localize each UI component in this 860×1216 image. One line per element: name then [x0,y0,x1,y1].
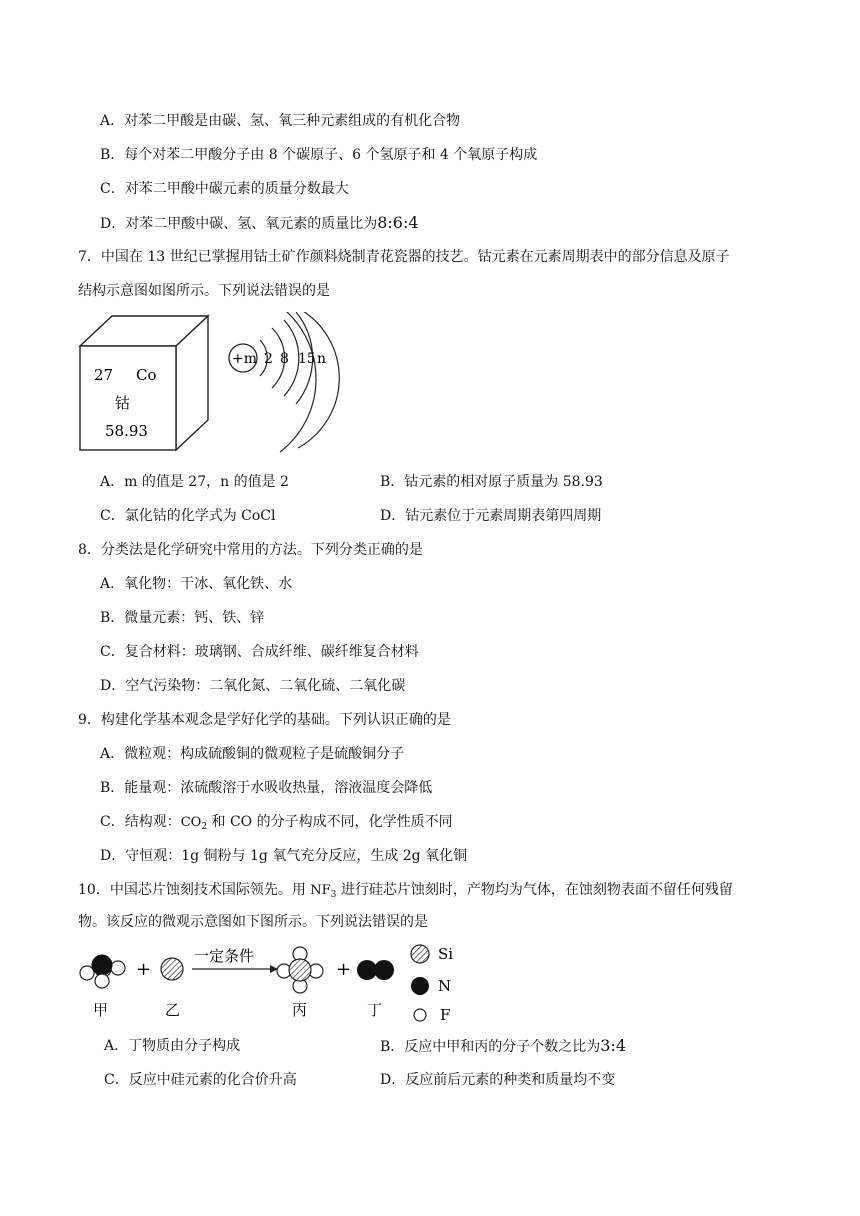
atomic-number: 27 [94,366,114,384]
element-symbol: Co [136,366,157,384]
q8-option-d: D．空气污染物：二氧化氮、二氧化硫、二氧化碳 [100,678,406,694]
q9-option-a: A．微粒观：构成硫酸铜的微观粒子是硫酸铜分子 [100,746,405,762]
q9-stem: 9．构建化学基本观念是学好化学的基础。下列认识正确的是 [78,712,451,728]
nf3-formula: NF [310,883,331,898]
q10-option-b-text: B．反应中甲和丙的分子个数之比为 [380,1039,601,1055]
nf3-subscript: 3 [330,890,337,900]
atomic-mass: 58.93 [105,422,148,440]
q10-option-a: A．丁物质由分子构成 [104,1038,241,1054]
shell-3: 15 [298,351,316,367]
label-yi: 乙 [165,1001,181,1019]
q7-option-a: A．m 的值是 27，n 的值是 2 [100,474,289,490]
q6-ratio: 8:6:4 [377,213,419,232]
molecule-ding [357,960,394,980]
q6-option-c: C．对苯二甲酸中碳元素的质量分数最大 [100,181,349,197]
q9-option-b: B．能量观：浓硫酸溶于水吸收热量，溶液温度会降低 [100,780,433,796]
legend-si: Si [438,945,454,963]
shell-4: n [317,351,327,367]
molecule-jia [80,955,125,988]
q9-option-d: D．守恒观：1g 铜粉与 1g 氧气充分反应，生成 2g 氧化铜 [100,848,468,864]
q7-figure [74,312,344,458]
plus-sign-1: + [136,959,152,980]
q10-option-c: C．反应中硅元素的化合价升高 [104,1072,297,1088]
q6-option-d [100,213,419,234]
shell-2: 8 [280,351,289,367]
q10-stem-line2: 物。该反应的微观示意图如下图所示。下列说法错误的是 [78,914,428,930]
molecule-bing [277,947,323,993]
q10-stem-line1 [78,880,733,905]
atom-diagram [229,312,339,452]
q8-stem: 8．分类法是化学研究中常用的方法。下列分类正确的是 [78,542,423,558]
molecule-yi [161,958,183,980]
q7-stem-line2: 结构示意图如图所示。下列说法错误的是 [78,283,330,299]
q6-option-b: B．每个对苯二甲酸分子由 8 个碳原子、6 个氢原子和 4 个氧原子构成 [100,147,538,163]
q9-option-c-prefix: C．结构观： [100,814,181,830]
q9-option-c-rest: 和 CO 的分子构成不同，化学性质不同 [207,814,453,830]
co2-subscript: 2 [201,822,208,832]
q7-option-b: B．钴元素的相对原子质量为 58.93 [380,474,603,490]
legend-si-icon [411,945,429,963]
reaction-diagram [74,942,494,1028]
q10-ratio: 3:4 [600,1036,627,1055]
q10-option-d: D．反应前后元素的种类和质量均不变 [380,1072,616,1088]
q9-option-c [100,812,453,837]
q10-option-b [380,1036,626,1057]
q8-option-b: B．微量元素：钙、铁、锌 [100,610,265,626]
legend-f-icon [414,1009,426,1021]
label-ding: 丁 [367,1001,383,1019]
legend-n: N [438,977,452,995]
co2-formula: CO [180,815,202,830]
label-jia: 甲 [93,1001,109,1019]
q6-option-a: A．对苯二甲酸是由碳、氢、氧三种元素组成的有机化合物 [100,113,461,129]
legend [411,945,453,1024]
legend-n-icon [411,977,429,995]
q7-stem-line1: 7．中国在 13 世纪已掌握用钴土矿作颜料烧制青花瓷器的技艺。钴元素在元素周期表中的部分信息及原子 [78,249,730,265]
reaction-condition: 一定条件 [194,947,255,965]
q8-option-c: C．复合材料：玻璃钢、合成纤维、碳纤维复合材料 [100,644,419,660]
q7-option-c: C．氯化钴的化学式为 CoCl [100,508,276,524]
q8-option-a: A．氧化物：干冰、氧化铁、水 [100,576,293,592]
q10-stem-b: 进行硅芯片蚀刻时，产物均为气体，在蚀刻物表面不留任何残留 [336,882,733,898]
q6-option-d-text: D．对苯二甲酸中碳、氢、氧元素的质量比为 [100,216,378,232]
q7-option-d: D．钴元素位于元素周期表第四周期 [380,508,602,524]
element-name: 钴 [115,394,131,412]
nucleus-charge: +m [232,351,258,367]
label-bing: 丙 [292,1001,308,1019]
q10-stem-a: 10．中国芯片蚀刻技术国际领先。用 [78,882,311,898]
shell-1: 2 [264,351,273,367]
legend-f: F [440,1006,451,1024]
plus-sign-2: + [336,959,352,980]
